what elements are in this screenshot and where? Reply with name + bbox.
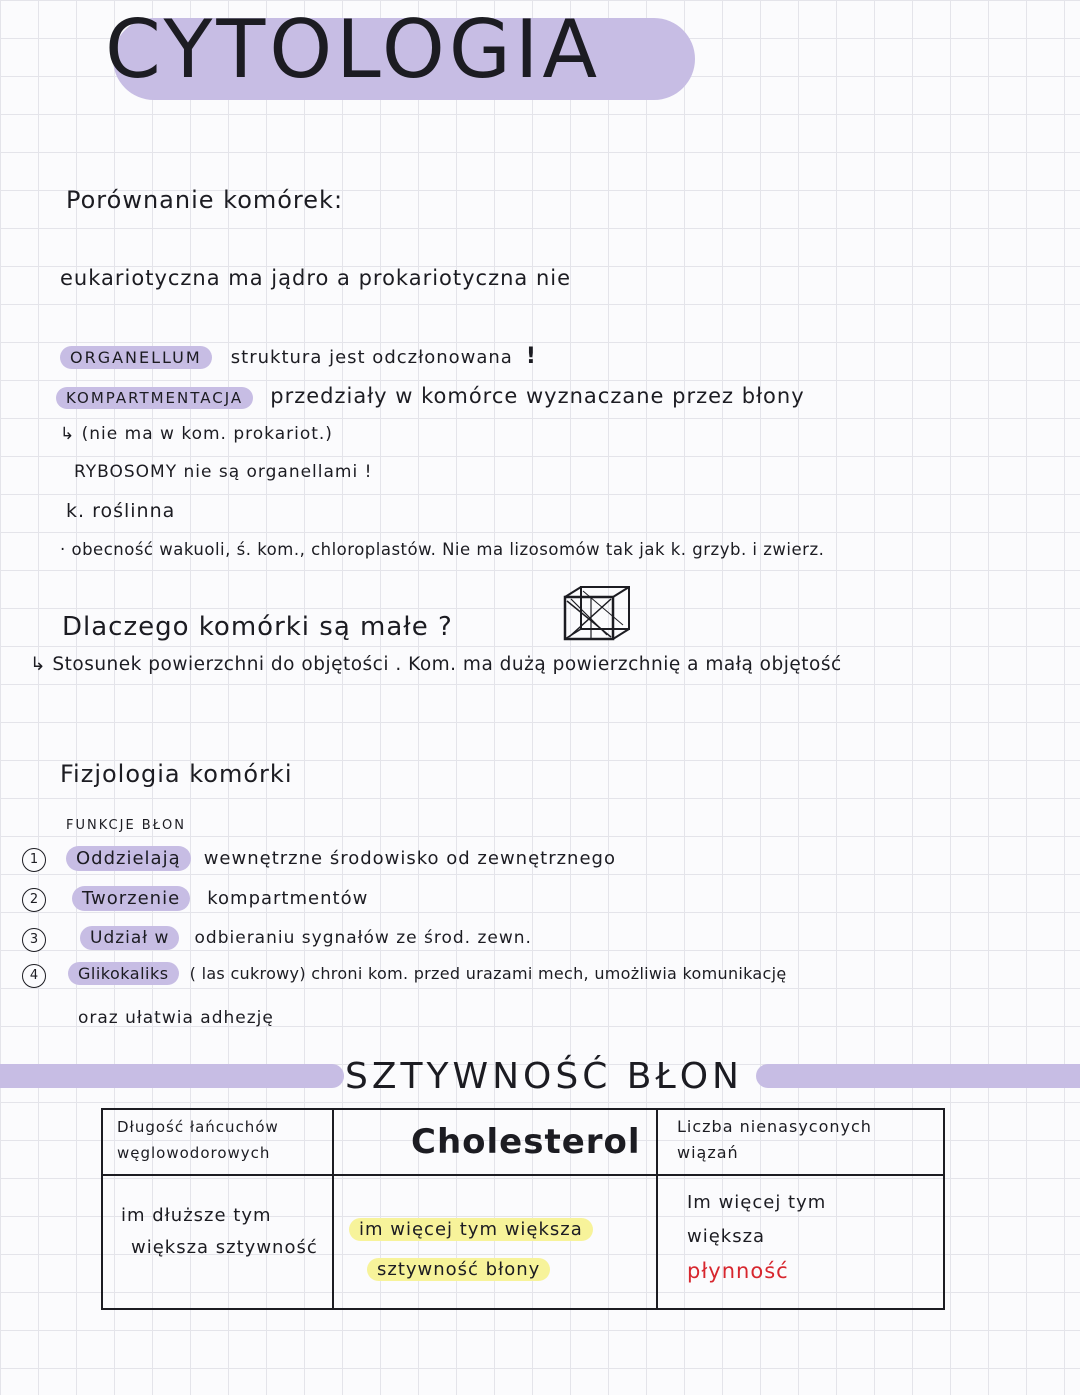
function-term: Tworzenie xyxy=(72,886,190,911)
title-text: CYTOLOGIA xyxy=(105,3,602,96)
functions-continuation: oraz ułatwia adhezję xyxy=(78,1008,274,1028)
function-term: Udział w xyxy=(80,926,179,950)
why-small-question: Dlaczego komórki są małe ? xyxy=(62,612,453,642)
organellum-definition: struktura jest odczłonowana xyxy=(230,347,513,368)
header-line: Liczba nienasyconych xyxy=(677,1117,872,1136)
exclamation-mark: ! xyxy=(525,344,537,369)
cell-chain-length xyxy=(121,1200,318,1264)
function-term: Glikokaliks xyxy=(68,962,179,985)
function-term: Oddzielają xyxy=(66,846,191,871)
number-circle: 3 xyxy=(22,928,46,952)
comparison-heading: Porównanie komórek: xyxy=(66,186,344,214)
comparison-line: eukariotyczna ma jądro a prokariotyczna nie xyxy=(60,266,572,290)
header-line: wiązań xyxy=(677,1143,739,1162)
table-divider xyxy=(332,1110,334,1308)
kompartmentacja-definition: przedziały w komórce wyznaczane przez błony xyxy=(270,384,805,408)
number-circle: 2 xyxy=(22,888,46,912)
physiology-heading: Fizjologia komórki xyxy=(60,760,293,788)
cell-line: im więcej tym większa xyxy=(349,1218,593,1241)
number-circle: 4 xyxy=(22,964,46,988)
plant-cell-heading: k. roślinna xyxy=(66,500,176,522)
cube-sketch-icon xyxy=(561,585,633,643)
cell-line: im dłuższe tym xyxy=(121,1205,272,1226)
column-header-chain-length xyxy=(117,1114,279,1166)
why-small-answer: ↳ Stosunek powierzchni do objętości . Kom. ma dużą powierzchnię a małą objętość xyxy=(30,654,842,675)
rigidity-table xyxy=(101,1108,945,1310)
cell-line: sztywność błony xyxy=(367,1258,550,1281)
function-text: wewnętrzne środowisko od zewnętrznego xyxy=(203,848,616,869)
functions-subheading: FUNKCJE BŁON xyxy=(66,818,186,833)
fluidity-red-text: płynność xyxy=(687,1259,789,1283)
kompartmentacja-row xyxy=(56,384,805,408)
column-header-unsaturated-bonds xyxy=(677,1114,872,1166)
kompartmentacja-term: KOMPARTMENTACJA xyxy=(56,387,253,409)
kompartmentacja-note: ↳ (nie ma w kom. prokariot.) xyxy=(60,424,333,444)
header-line: Długość łańcuchów xyxy=(117,1118,279,1136)
column-header-cholesterol: Cholesterol xyxy=(411,1122,641,1162)
heading-band-left xyxy=(0,1064,344,1088)
organellum-row xyxy=(60,344,537,369)
function-text: ( las cukrowy) chroni kom. przed urazami mech, umożliwia komunikację xyxy=(189,964,787,983)
function-text: odbieraniu sygnałów ze środ. zewn. xyxy=(194,928,532,948)
page-title xyxy=(105,0,601,100)
cell-unsaturated-bonds xyxy=(687,1186,826,1288)
rybosomy-note: RYBOSOMY nie są organellami ! xyxy=(74,462,373,482)
table-divider xyxy=(656,1110,658,1308)
cell-line: Im więcej tym xyxy=(687,1192,827,1213)
organellum-term: ORGANELLUM xyxy=(60,346,212,369)
cell-cholesterol xyxy=(349,1210,593,1290)
heading-band-right xyxy=(756,1064,1080,1088)
function-text: kompartmentów xyxy=(207,888,369,909)
plant-cell-bullet: · obecność wakuoli, ś. kom., chloroplastów. Nie ma lizosomów tak jak k. grzyb. i zwierz. xyxy=(60,540,825,559)
header-line: węglowodorowych xyxy=(117,1144,271,1162)
number-circle: 1 xyxy=(22,848,46,872)
table-divider xyxy=(103,1174,943,1176)
rigidity-heading: SZTYWNOŚĆ BŁON xyxy=(345,1056,743,1097)
cell-line: większa xyxy=(687,1226,766,1247)
cell-line: większa sztywność xyxy=(131,1237,318,1258)
